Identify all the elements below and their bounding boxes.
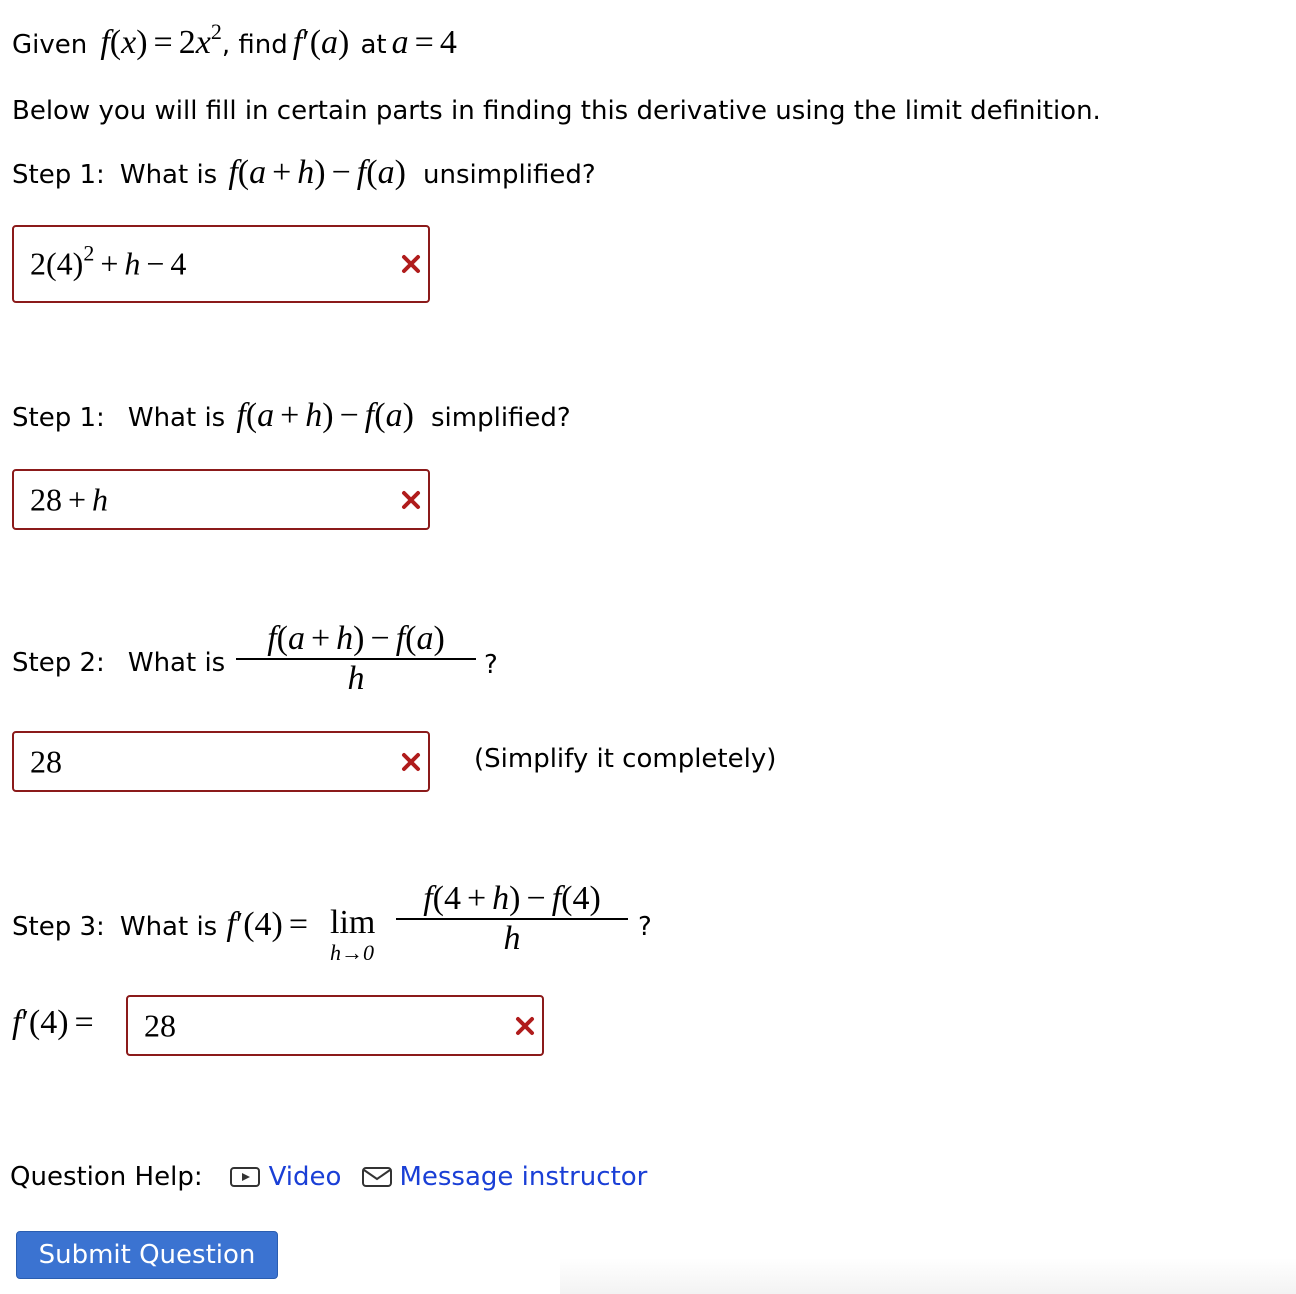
- step3-prompt: [12, 906, 308, 944]
- question-title: [12, 19, 457, 62]
- function-definition: $f(x) = 2x^2$: [100, 19, 222, 61]
- fraction-numerator: f(4 + h) − f(4): [423, 880, 601, 917]
- fraction-numerator: f(a + h) − f(a): [267, 620, 445, 657]
- step1b-prompt: [12, 397, 571, 435]
- answer-value: 28 + h: [30, 481, 109, 517]
- incorrect-x-icon: [400, 751, 422, 773]
- at-label: at: [360, 30, 387, 60]
- step2-fraction: [236, 620, 476, 698]
- step-prompt-text: What is: [119, 160, 218, 190]
- step-expression: f(a + h) − f(a): [236, 397, 414, 434]
- video-link-label: Video: [268, 1162, 342, 1192]
- answer-value: 28: [144, 1007, 176, 1043]
- step-label: Step 1:: [12, 403, 105, 433]
- step-prompt-text: What is: [119, 912, 218, 942]
- step-prompt-text: What is: [127, 648, 226, 678]
- incorrect-x-icon: [400, 489, 422, 511]
- derivative-expression: f′(a): [292, 24, 350, 61]
- submit-question-button[interactable]: Submit Question: [16, 1231, 278, 1279]
- incorrect-x-icon: [514, 1015, 536, 1037]
- step-suffix: unsimplified?: [423, 160, 596, 190]
- step-suffix: simplified?: [431, 403, 571, 433]
- help-label: Question Help:: [10, 1162, 203, 1192]
- incorrect-x-icon: [400, 253, 422, 275]
- video-icon: [229, 1165, 261, 1189]
- instructions: Below you will fill in certain parts in finding this derivative using the limit definition.: [12, 96, 1101, 126]
- step2-question-mark: ?: [484, 650, 498, 680]
- step-prompt-text: What is: [127, 403, 226, 433]
- step-label: Step 3:: [12, 912, 105, 942]
- fraction-denominator: h: [503, 920, 521, 957]
- step1-prompt: [12, 154, 596, 192]
- step3-fraction: [396, 880, 628, 958]
- scroll-shadow: [560, 1258, 1296, 1294]
- mail-icon: [361, 1165, 393, 1189]
- point-expression: a = 4: [391, 24, 457, 61]
- step3-question-mark: ?: [638, 912, 652, 942]
- message-instructor-link[interactable]: [361, 1162, 647, 1192]
- answer-value: 28: [30, 743, 62, 779]
- step3-lhs: f′(4) =: [226, 906, 309, 943]
- step1b-answer-input[interactable]: [12, 469, 430, 530]
- step-label: Step 2:: [12, 648, 105, 678]
- fraction-denominator: h: [347, 660, 365, 697]
- limit-subscript: h→0: [330, 940, 374, 965]
- step-label: Step 1:: [12, 160, 105, 190]
- video-link[interactable]: [229, 1162, 342, 1192]
- step1-answer-input[interactable]: [12, 225, 430, 303]
- step-expression: f(a + h) − f(a): [228, 154, 406, 191]
- question-help: [10, 1162, 647, 1192]
- step3-answer-input[interactable]: [126, 995, 544, 1056]
- simplify-hint: (Simplify it completely): [474, 744, 777, 774]
- limit-operator: lim: [330, 904, 376, 941]
- step2-answer-input[interactable]: [12, 731, 430, 792]
- message-instructor-label: Message instructor: [399, 1162, 648, 1192]
- answer-value: $2(4)^2 + h - 4$: [30, 240, 187, 282]
- find-label: , find: [221, 30, 288, 60]
- given-label: Given: [12, 30, 88, 60]
- step2-prompt: [12, 648, 225, 678]
- answer-prefix: f′(4) =: [12, 1004, 94, 1041]
